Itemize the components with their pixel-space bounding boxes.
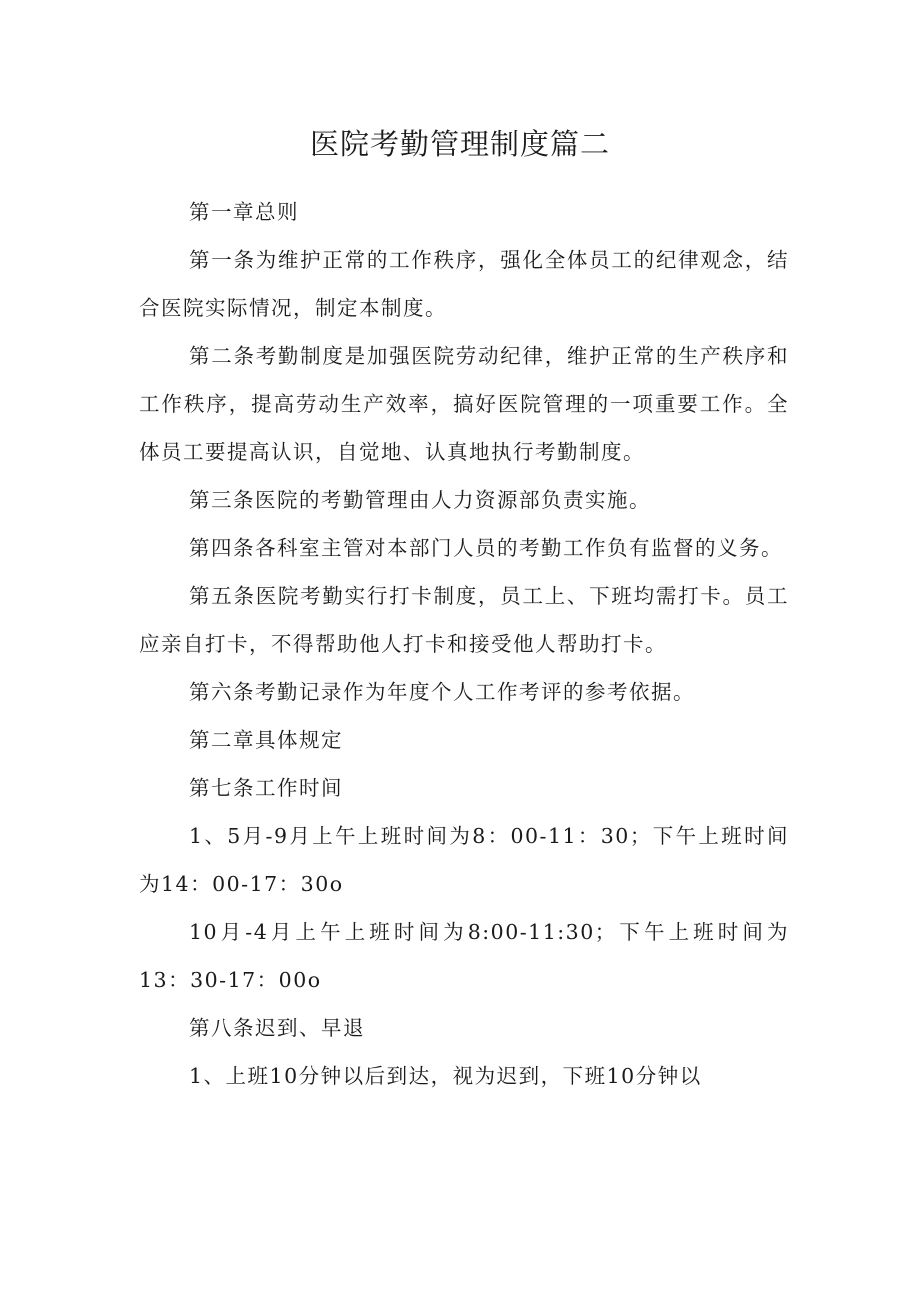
paragraph-article-7: 第七条工作时间 xyxy=(189,776,343,800)
paragraph-work-hours-summer: 1、5月-9月上午上班时间为8：00-11：30；下午上班时间为14：00-17：30o xyxy=(139,824,789,896)
paragraph-article-6: 第六条考勤记录作为年度个人工作考评的参考依据。 xyxy=(189,680,695,704)
document-body xyxy=(139,188,789,1100)
paragraph-chapter-2: 第二章具体规定 xyxy=(189,728,343,752)
paragraph-late-rule: 1、上班10分钟以后到达，视为迟到，下班10分钟以 xyxy=(189,1064,702,1088)
paragraph-article-5: 第五条医院考勤实行打卡制度，员工上、下班均需打卡。员工应亲自打卡，不得帮助他人打卡和接受他人帮助打卡。 xyxy=(139,584,789,656)
paragraph-article-3: 第三条医院的考勤管理由人力资源部负责实施。 xyxy=(189,488,651,512)
paragraph-article-4: 第四条各科室主管对本部门人员的考勤工作负有监督的义务。 xyxy=(189,536,783,560)
document-title: 医院考勤管理制度篇二 xyxy=(309,127,610,161)
paragraph-chapter-1: 第一章总则 xyxy=(189,200,299,224)
paragraph-article-1: 第一条为维护正常的工作秩序，强化全体员工的纪律观念，结合医院实际情况，制定本制度。 xyxy=(139,248,789,320)
paragraph-article-8: 第八条迟到、早退 xyxy=(189,1016,365,1040)
paragraph-article-2: 第二条考勤制度是加强医院劳动纪律，维护正常的生产秩序和工作秩序，提高劳动生产效率，搞好医院管理的一项重要工作。全体员工要提高认识，自觉地、认真地执行考勤制度。 xyxy=(139,344,789,464)
paragraph-work-hours-winter: 10月-4月上午上班时间为8:00-11:30；下午上班时间为13：30-17：00o xyxy=(139,920,789,992)
